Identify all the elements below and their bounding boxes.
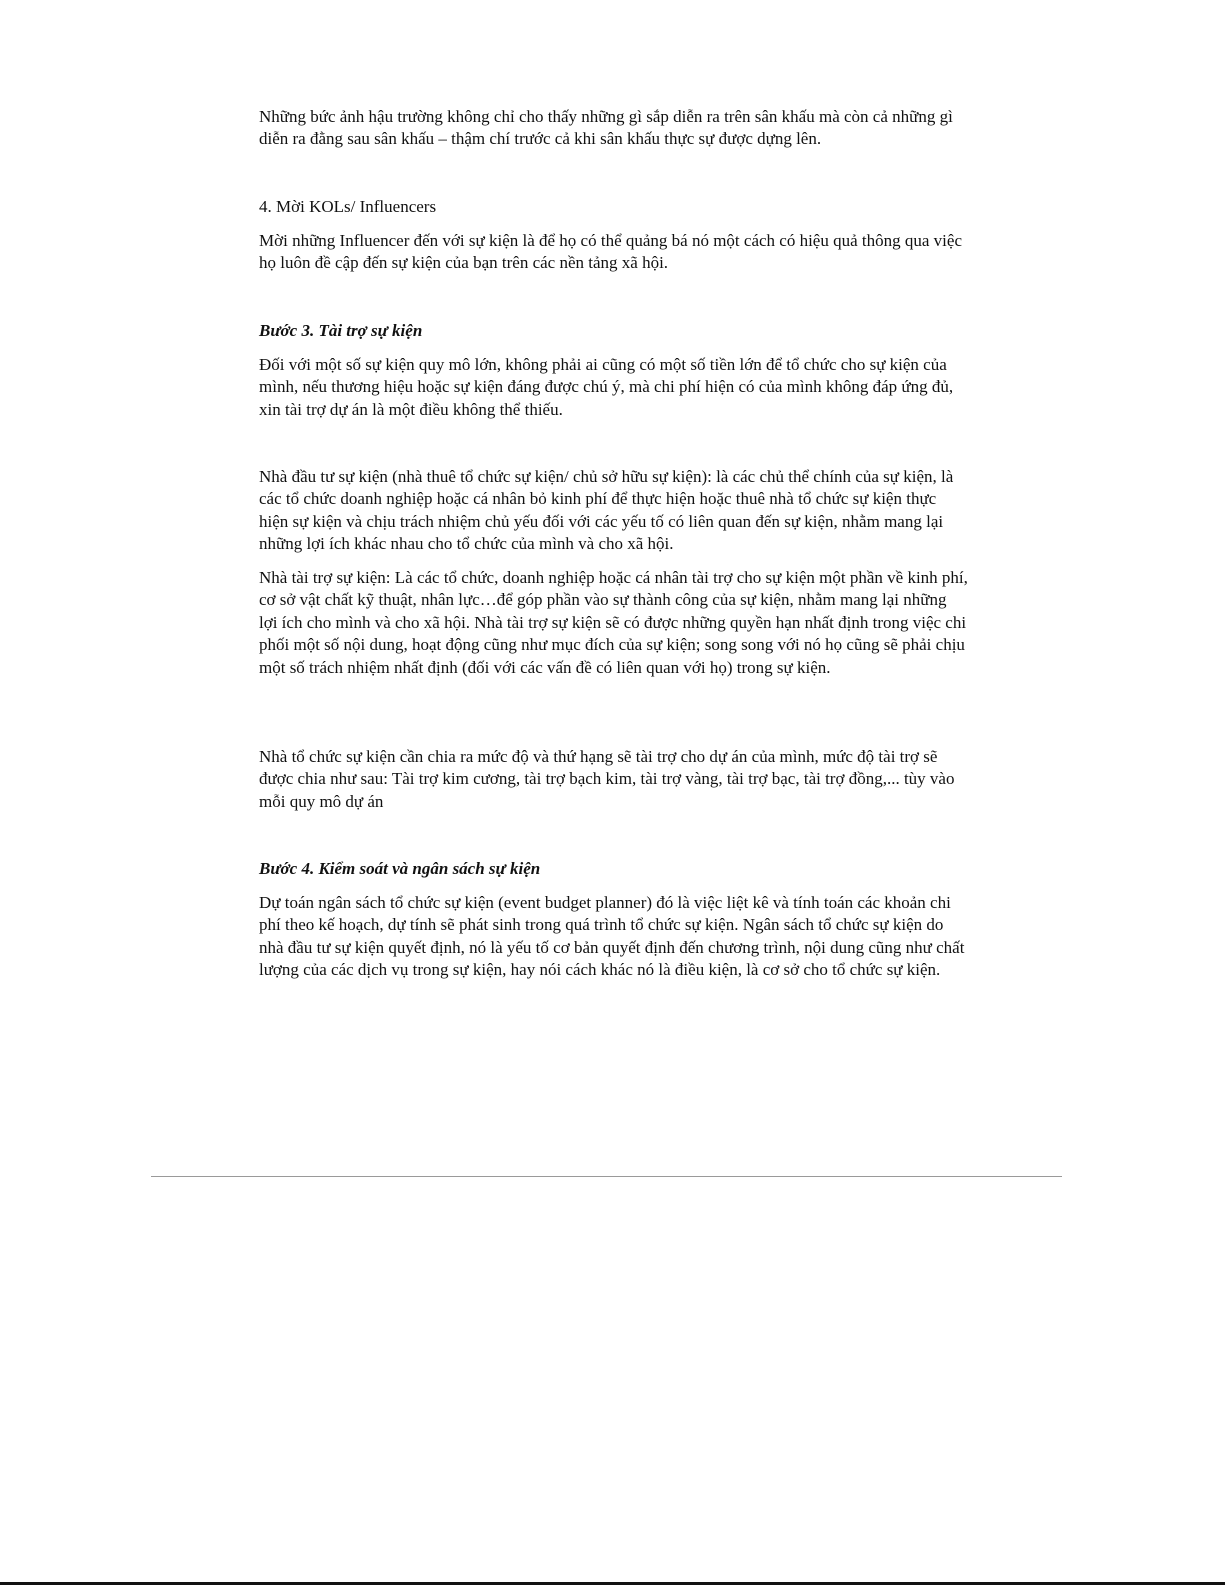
step-3-heading: Bước 3. Tài trợ sự kiện [259,321,423,340]
paragraph-sponsor-intro: Đối với một số sự kiện quy mô lớn, không phải ai cũng có một số tiền lớn để tổ chức cho sự kiện của mình, nếu thương hiệu hoặc sự kiện đáng được chú ý, mà chi phí hiện có của mình không đáp ứng đủ, xin tài trợ dự án là một điều không thể thiếu. [259,355,954,419]
step-4-heading: Bước 4. Kiểm soát và ngân sách sự kiện [259,859,541,878]
paragraph-backstage: Những bức ảnh hậu trường không chỉ cho thấy những gì sắp diễn ra trên sân khấu mà còn cả những gì diễn ra đằng sau sân khấu – thậm chí trước cả khi sân khấu thực sự được dựng lên. [259,107,953,149]
paragraph-budget: Dự toán ngân sách tổ chức sự kiện (event budget planner) đó là việc liệt kê và tính toán các khoản chi phí theo kế hoạch, dự tính sẽ phát sinh trong quá trình tổ chức sự kiện. Ngân sách tổ chức sự kiện do nhà đầu tư sự kiện quyết định, nó là yếu tố cơ bản quyết định đến chương trình, nội dung cũng như chất lượng của các dịch vụ trong sự kiện, hay nói cách khác nó là điều kiện, là cơ sở cho tổ chức sự kiện. [259,893,965,980]
paragraph-influencer: Mời những Influencer đến với sự kiện là để họ có thể quảng bá nó một cách có hiệu quả thông qua việc họ luôn đề cập đến sự kiện của bạn trên các nền tảng xã hội. [259,231,962,273]
paragraph-investor: Nhà đầu tư sự kiện (nhà thuê tổ chức sự kiện/ chủ sở hữu sự kiện): là các chủ thể chính của sự kiện, là các tổ chức doanh nghiệp hoặc cá nhân bỏ kinh phí để thực hiện hoặc thuê nhà tổ chức sự kiện thực hiện sự kiện và chịu trách nhiệm chủ yếu đối với các yếu tố có liên quan đến sự kiện, nhằm mang lại những lợi ích khác nhau cho tổ chức của mình và cho xã hội. [259,467,954,554]
item-4-title: 4. Mời KOLs/ Influencers [259,197,437,216]
paragraph-sponsor-levels: Nhà tổ chức sự kiện cần chia ra mức độ và thứ hạng sẽ tài trợ cho dự án của mình, mức độ tài trợ sẽ được chia như sau: Tài trợ kim cương, tài trợ bạch kim, tài trợ vàng, tài trợ bạc, tài trợ đồng,... tùy vào mỗi quy mô dự án [259,747,955,811]
paragraph-sponsor-definition: Nhà tài trợ sự kiện: Là các tổ chức, doanh nghiệp hoặc cá nhân tài trợ cho sự kiện một phần về kinh phí, cơ sở vật chất kỹ thuật, nhân lực…để góp phần vào sự thành công của sự kiện, nhằm mang lại những lợi ích cho mình và cho xã hội. Nhà tài trợ sự kiện sẽ có được những quyền hạn nhất định trong việc chi phối một số nội dung, hoạt động cũng như mục đích của sự kiện; song song với nó họ cũng sẽ phải chịu một số trách nhiệm nhất định (đối với các vấn đề có liên quan với họ) trong sự kiện. [259,568,968,677]
page-divider [151,1176,1062,1177]
